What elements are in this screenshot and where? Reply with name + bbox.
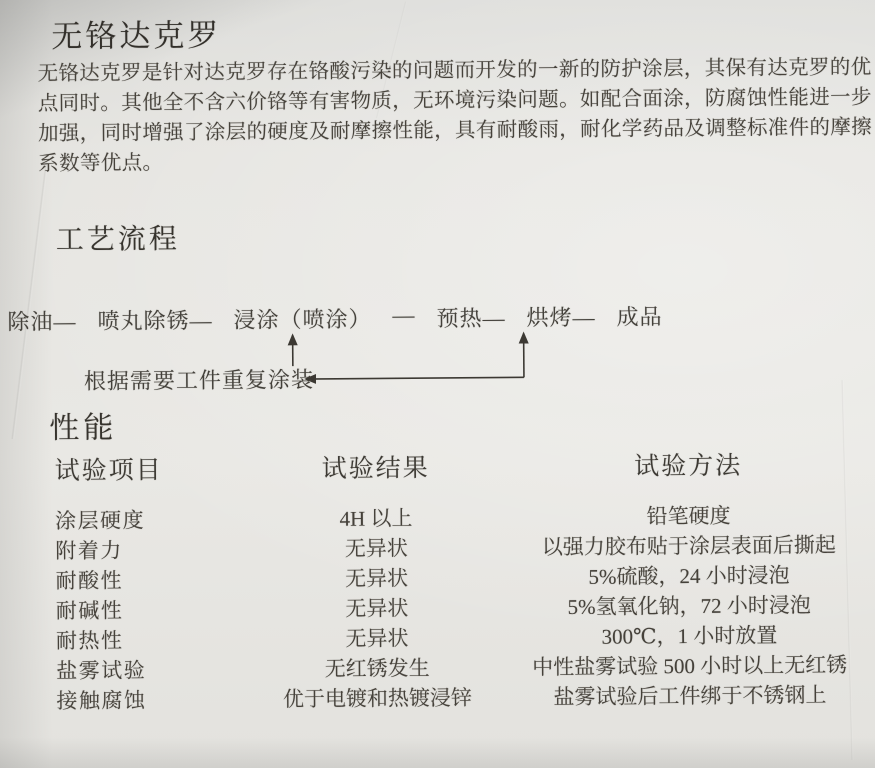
test-item-cell: 附着力: [55, 538, 123, 564]
test-result-cell: 优于电镀和热镀浸锌: [282, 685, 473, 712]
test-result-cell: 无异状: [344, 566, 409, 591]
test-item-cell: 涂层硬度: [54, 508, 146, 534]
section-heading-performance: 性能: [49, 411, 118, 446]
flow-step-finished: 成品: [616, 304, 663, 330]
intro-line: 点同时。其他全不含六价铬等有害物质，无环境污染问题。如配合面涂，防腐蚀性能进一步: [37, 86, 872, 116]
test-result-cell: 无异状: [345, 596, 409, 621]
header-test-result: 试验结果: [321, 455, 430, 483]
flow-step-preheat: 预热—: [436, 305, 506, 332]
test-result-cell: 无异状: [344, 536, 408, 561]
header-test-method: 试验方法: [634, 452, 743, 481]
test-method-cell: 盐雾试验后工件绑于不锈钢上: [553, 682, 827, 710]
section-heading-process: 工艺流程: [55, 224, 180, 256]
flow-step-shot-blast: 喷丸除锈—: [97, 307, 213, 334]
test-item-cell: 接触腐蚀: [56, 688, 147, 714]
header-test-item: 试验项目: [54, 457, 163, 486]
flow-step-dip-coat: 浸涂（喷涂）: [233, 306, 372, 333]
test-method-cell: 铅笔硬度: [646, 503, 731, 529]
flow-step-degrease: 除油—: [7, 308, 77, 335]
test-result-cell: 无异状: [345, 626, 409, 651]
flow-step-bake: 烘烤—: [526, 304, 596, 331]
test-table: [1, 500, 875, 717]
intro-line: 加强，同时增强了涂层的硬度及耐摩擦性能，具有耐酸雨，耐化学药品及调整标准件的摩擦: [37, 116, 873, 146]
intro-line: 无铬达克罗是针对达克罗存在铬酸污染的问题而开发的一新的防护涂层，其保有达克罗的优: [37, 56, 872, 86]
flow-dash: —: [392, 302, 416, 328]
test-item-cell: 耐酸性: [55, 568, 124, 594]
test-item-cell: 耐热性: [55, 628, 124, 654]
test-result-cell: 4H 以上: [339, 506, 413, 531]
intro-paragraph: [37, 53, 872, 180]
arrow-to-note-horizontal: [306, 377, 524, 379]
test-method-cell: 中性盐雾试验 500 小时以上无红锈: [532, 652, 848, 680]
test-item-cell: 盐雾试验: [56, 658, 147, 684]
page-title: 无铬达克罗: [51, 17, 222, 55]
intro-line: 系数等优点。: [38, 152, 164, 176]
test-result-cell: 无红锈发生: [324, 656, 430, 681]
table-row: [2, 680, 875, 717]
test-item-cell: 耐碱性: [55, 598, 124, 624]
test-method-cell: 300℃，1 小时放置: [601, 623, 778, 649]
test-method-cell: 5%氢氧化钠，72 小时浸泡: [567, 593, 811, 619]
test-method-cell: 5%硫酸，24 小时浸泡: [588, 563, 790, 589]
test-method-cell: 以强力胶布贴于涂层表面后撕起: [541, 532, 836, 560]
repeat-coating-note: 根据需要工件重复涂装: [83, 366, 315, 394]
test-table-header: [1, 445, 875, 488]
